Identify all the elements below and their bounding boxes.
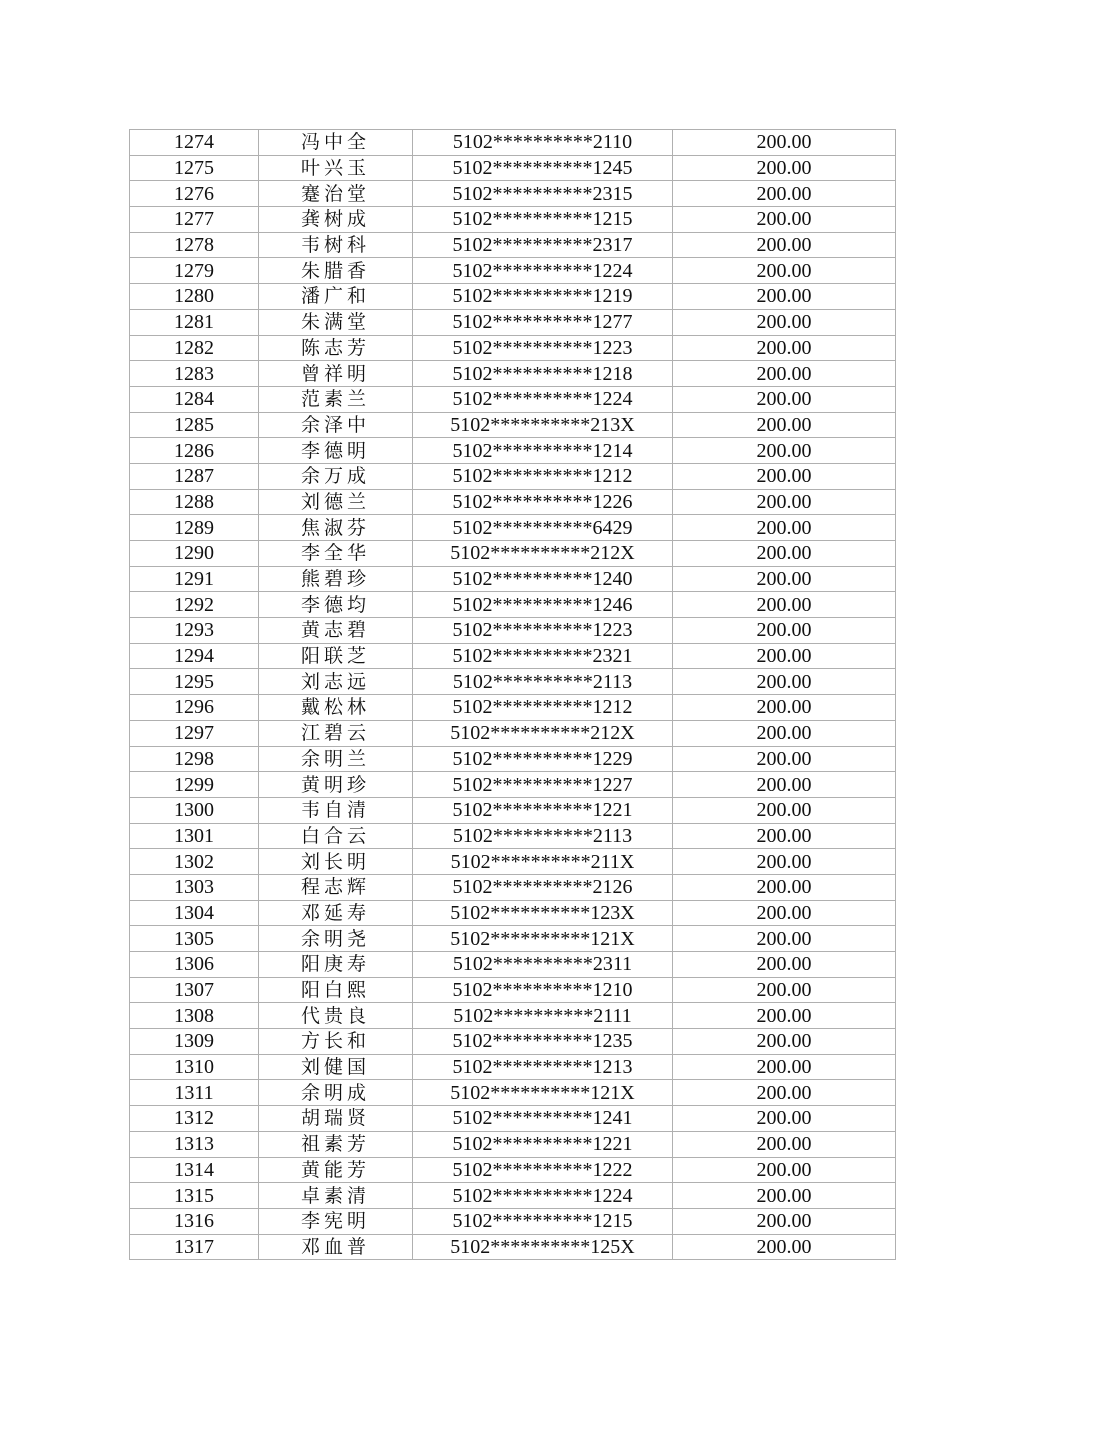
- name-cell: 黄明珍: [259, 772, 413, 798]
- table-row: [130, 1106, 896, 1132]
- row-number-cell: 1315: [130, 1183, 259, 1209]
- id-number-cell: 5102**********212X: [413, 720, 673, 746]
- name-cell: 韦树科: [259, 232, 413, 258]
- id-number-cell: 5102**********2317: [413, 232, 673, 258]
- row-number-cell: 1284: [130, 386, 259, 412]
- id-number-cell: 5102**********1212: [413, 695, 673, 721]
- row-number-cell: 1290: [130, 541, 259, 567]
- table-row: [130, 309, 896, 335]
- id-number-cell: 5102**********1213: [413, 1054, 673, 1080]
- id-number-cell: 5102**********125X: [413, 1234, 673, 1260]
- id-number-cell: 5102**********1245: [413, 155, 673, 181]
- id-number-cell: 5102**********2311: [413, 952, 673, 978]
- table-row: [130, 386, 896, 412]
- amount-cell: 200.00: [673, 1131, 896, 1157]
- name-cell: 阳联芝: [259, 643, 413, 669]
- row-number-cell: 1316: [130, 1208, 259, 1234]
- amount-cell: 200.00: [673, 1208, 896, 1234]
- table-row: [130, 592, 896, 618]
- name-cell: 陈志芳: [259, 335, 413, 361]
- amount-cell: 200.00: [673, 232, 896, 258]
- row-number-cell: 1314: [130, 1157, 259, 1183]
- amount-cell: 200.00: [673, 952, 896, 978]
- row-number-cell: 1313: [130, 1131, 259, 1157]
- name-cell: 龚树成: [259, 207, 413, 233]
- name-cell: 刘志远: [259, 669, 413, 695]
- amount-cell: 200.00: [673, 181, 896, 207]
- row-number-cell: 1310: [130, 1054, 259, 1080]
- amount-cell: 200.00: [673, 541, 896, 567]
- id-number-cell: 5102**********121X: [413, 1080, 673, 1106]
- table-row: [130, 746, 896, 772]
- amount-cell: 200.00: [673, 695, 896, 721]
- id-number-cell: 5102**********1222: [413, 1157, 673, 1183]
- id-number-cell: 5102**********2110: [413, 130, 673, 156]
- row-number-cell: 1287: [130, 463, 259, 489]
- name-cell: 李宪明: [259, 1208, 413, 1234]
- row-number-cell: 1306: [130, 952, 259, 978]
- id-number-cell: 5102**********6429: [413, 515, 673, 541]
- amount-cell: 200.00: [673, 1054, 896, 1080]
- table-row: [130, 1003, 896, 1029]
- name-cell: 韦自清: [259, 797, 413, 823]
- table-row: [130, 1131, 896, 1157]
- id-number-cell: 5102**********2113: [413, 669, 673, 695]
- row-number-cell: 1309: [130, 1029, 259, 1055]
- id-number-cell: 5102**********1227: [413, 772, 673, 798]
- id-number-cell: 5102**********2111: [413, 1003, 673, 1029]
- amount-cell: 200.00: [673, 361, 896, 387]
- id-number-cell: 5102**********2126: [413, 874, 673, 900]
- name-cell: 程志辉: [259, 874, 413, 900]
- table-row: [130, 874, 896, 900]
- row-number-cell: 1286: [130, 438, 259, 464]
- table-row: [130, 335, 896, 361]
- id-number-cell: 5102**********1219: [413, 284, 673, 310]
- name-cell: 阳庚寿: [259, 952, 413, 978]
- table-row: [130, 361, 896, 387]
- name-cell: 黄志碧: [259, 618, 413, 644]
- row-number-cell: 1299: [130, 772, 259, 798]
- id-number-cell: 5102**********1223: [413, 335, 673, 361]
- amount-cell: 200.00: [673, 1003, 896, 1029]
- row-number-cell: 1305: [130, 926, 259, 952]
- table-row: [130, 1234, 896, 1260]
- table-row: [130, 232, 896, 258]
- row-number-cell: 1277: [130, 207, 259, 233]
- table-row: [130, 207, 896, 233]
- id-number-cell: 5102**********1215: [413, 1208, 673, 1234]
- table-row: [130, 412, 896, 438]
- id-number-cell: 5102**********123X: [413, 900, 673, 926]
- id-number-cell: 5102**********1212: [413, 463, 673, 489]
- table-row: [130, 1208, 896, 1234]
- name-cell: 朱腊香: [259, 258, 413, 284]
- table-row: [130, 1054, 896, 1080]
- amount-cell: 200.00: [673, 618, 896, 644]
- id-number-cell: 5102**********1241: [413, 1106, 673, 1132]
- row-number-cell: 1282: [130, 335, 259, 361]
- table-row: [130, 438, 896, 464]
- id-number-cell: 5102**********121X: [413, 926, 673, 952]
- amount-cell: 200.00: [673, 1157, 896, 1183]
- id-number-cell: 5102**********1246: [413, 592, 673, 618]
- name-cell: 曾祥明: [259, 361, 413, 387]
- row-number-cell: 1285: [130, 412, 259, 438]
- amount-cell: 200.00: [673, 515, 896, 541]
- name-cell: 黄能芳: [259, 1157, 413, 1183]
- name-cell: 卓素清: [259, 1183, 413, 1209]
- id-number-cell: 5102**********1210: [413, 977, 673, 1003]
- amount-cell: 200.00: [673, 926, 896, 952]
- name-cell: 阳白熙: [259, 977, 413, 1003]
- name-cell: 方长和: [259, 1029, 413, 1055]
- table-row: [130, 258, 896, 284]
- row-number-cell: 1307: [130, 977, 259, 1003]
- id-number-cell: 5102**********1224: [413, 1183, 673, 1209]
- row-number-cell: 1296: [130, 695, 259, 721]
- name-cell: 潘广和: [259, 284, 413, 310]
- row-number-cell: 1317: [130, 1234, 259, 1260]
- table-row: [130, 566, 896, 592]
- amount-cell: 200.00: [673, 874, 896, 900]
- amount-cell: 200.00: [673, 284, 896, 310]
- id-number-cell: 5102**********1223: [413, 618, 673, 644]
- name-cell: 李德均: [259, 592, 413, 618]
- row-number-cell: 1312: [130, 1106, 259, 1132]
- row-number-cell: 1276: [130, 181, 259, 207]
- amount-cell: 200.00: [673, 438, 896, 464]
- name-cell: 刘德兰: [259, 489, 413, 515]
- name-cell: 熊碧珍: [259, 566, 413, 592]
- amount-cell: 200.00: [673, 849, 896, 875]
- row-number-cell: 1293: [130, 618, 259, 644]
- table-row: [130, 181, 896, 207]
- name-cell: 焦淑芬: [259, 515, 413, 541]
- id-number-cell: 5102**********1224: [413, 386, 673, 412]
- table-row: [130, 823, 896, 849]
- id-number-cell: 5102**********1240: [413, 566, 673, 592]
- row-number-cell: 1300: [130, 797, 259, 823]
- id-number-cell: 5102**********1229: [413, 746, 673, 772]
- amount-cell: 200.00: [673, 412, 896, 438]
- name-cell: 朱满堂: [259, 309, 413, 335]
- name-cell: 邓延寿: [259, 900, 413, 926]
- amount-cell: 200.00: [673, 258, 896, 284]
- row-number-cell: 1298: [130, 746, 259, 772]
- name-cell: 刘长明: [259, 849, 413, 875]
- amount-cell: 200.00: [673, 643, 896, 669]
- row-number-cell: 1303: [130, 874, 259, 900]
- row-number-cell: 1291: [130, 566, 259, 592]
- table-row: [130, 952, 896, 978]
- table-row: [130, 541, 896, 567]
- name-cell: 蹇治堂: [259, 181, 413, 207]
- name-cell: 余明成: [259, 1080, 413, 1106]
- table-row: [130, 900, 896, 926]
- amount-cell: 200.00: [673, 823, 896, 849]
- id-number-cell: 5102**********2321: [413, 643, 673, 669]
- amount-cell: 200.00: [673, 335, 896, 361]
- row-number-cell: 1280: [130, 284, 259, 310]
- row-number-cell: 1311: [130, 1080, 259, 1106]
- table-row: [130, 1157, 896, 1183]
- row-number-cell: 1283: [130, 361, 259, 387]
- id-number-cell: 5102**********1218: [413, 361, 673, 387]
- id-number-cell: 5102**********1235: [413, 1029, 673, 1055]
- id-number-cell: 5102**********213X: [413, 412, 673, 438]
- amount-cell: 200.00: [673, 1183, 896, 1209]
- table-row: [130, 849, 896, 875]
- row-number-cell: 1289: [130, 515, 259, 541]
- row-number-cell: 1279: [130, 258, 259, 284]
- name-cell: 代贵良: [259, 1003, 413, 1029]
- id-number-cell: 5102**********212X: [413, 541, 673, 567]
- name-cell: 冯中全: [259, 130, 413, 156]
- name-cell: 江碧云: [259, 720, 413, 746]
- amount-cell: 200.00: [673, 592, 896, 618]
- amount-cell: 200.00: [673, 207, 896, 233]
- amount-cell: 200.00: [673, 130, 896, 156]
- table-row: [130, 489, 896, 515]
- id-number-cell: 5102**********2113: [413, 823, 673, 849]
- id-number-cell: 5102**********1221: [413, 797, 673, 823]
- amount-cell: 200.00: [673, 155, 896, 181]
- amount-cell: 200.00: [673, 1234, 896, 1260]
- row-number-cell: 1301: [130, 823, 259, 849]
- row-number-cell: 1275: [130, 155, 259, 181]
- table-row: [130, 695, 896, 721]
- table-row: [130, 720, 896, 746]
- row-number-cell: 1292: [130, 592, 259, 618]
- row-number-cell: 1304: [130, 900, 259, 926]
- name-cell: 戴松林: [259, 695, 413, 721]
- row-number-cell: 1308: [130, 1003, 259, 1029]
- table-row: [130, 130, 896, 156]
- amount-cell: 200.00: [673, 977, 896, 1003]
- amount-cell: 200.00: [673, 1080, 896, 1106]
- amount-cell: 200.00: [673, 463, 896, 489]
- id-number-cell: 5102**********1226: [413, 489, 673, 515]
- name-cell: 余万成: [259, 463, 413, 489]
- id-number-cell: 5102**********2315: [413, 181, 673, 207]
- row-number-cell: 1278: [130, 232, 259, 258]
- row-number-cell: 1294: [130, 643, 259, 669]
- amount-cell: 200.00: [673, 900, 896, 926]
- id-number-cell: 5102**********1224: [413, 258, 673, 284]
- name-cell: 刘健国: [259, 1054, 413, 1080]
- amount-cell: 200.00: [673, 772, 896, 798]
- name-cell: 叶兴玉: [259, 155, 413, 181]
- table-row: [130, 618, 896, 644]
- table-row: [130, 284, 896, 310]
- id-number-cell: 5102**********211X: [413, 849, 673, 875]
- table-row: [130, 977, 896, 1003]
- amount-cell: 200.00: [673, 746, 896, 772]
- row-number-cell: 1274: [130, 130, 259, 156]
- row-number-cell: 1281: [130, 309, 259, 335]
- amount-cell: 200.00: [673, 566, 896, 592]
- table-row: [130, 1080, 896, 1106]
- row-number-cell: 1288: [130, 489, 259, 515]
- table-row: [130, 797, 896, 823]
- row-number-cell: 1297: [130, 720, 259, 746]
- row-number-cell: 1302: [130, 849, 259, 875]
- table-row: [130, 1183, 896, 1209]
- table-row: [130, 1029, 896, 1055]
- table-row: [130, 669, 896, 695]
- name-cell: 胡瑞贤: [259, 1106, 413, 1132]
- id-number-cell: 5102**********1215: [413, 207, 673, 233]
- id-number-cell: 5102**********1214: [413, 438, 673, 464]
- table-row: [130, 515, 896, 541]
- name-cell: 范素兰: [259, 386, 413, 412]
- name-cell: 李德明: [259, 438, 413, 464]
- roster-table: [129, 129, 896, 1260]
- name-cell: 邓血普: [259, 1234, 413, 1260]
- name-cell: 白合云: [259, 823, 413, 849]
- amount-cell: 200.00: [673, 797, 896, 823]
- row-number-cell: 1295: [130, 669, 259, 695]
- table-row: [130, 463, 896, 489]
- table-row: [130, 772, 896, 798]
- amount-cell: 200.00: [673, 720, 896, 746]
- id-number-cell: 5102**********1277: [413, 309, 673, 335]
- amount-cell: 200.00: [673, 386, 896, 412]
- name-cell: 李全华: [259, 541, 413, 567]
- table-row: [130, 926, 896, 952]
- name-cell: 余明尧: [259, 926, 413, 952]
- amount-cell: 200.00: [673, 669, 896, 695]
- table-row: [130, 643, 896, 669]
- name-cell: 余泽中: [259, 412, 413, 438]
- roster-table-body: [130, 130, 896, 1260]
- name-cell: 祖素芳: [259, 1131, 413, 1157]
- amount-cell: 200.00: [673, 1106, 896, 1132]
- amount-cell: 200.00: [673, 1029, 896, 1055]
- amount-cell: 200.00: [673, 309, 896, 335]
- table-row: [130, 155, 896, 181]
- name-cell: 余明兰: [259, 746, 413, 772]
- id-number-cell: 5102**********1221: [413, 1131, 673, 1157]
- amount-cell: 200.00: [673, 489, 896, 515]
